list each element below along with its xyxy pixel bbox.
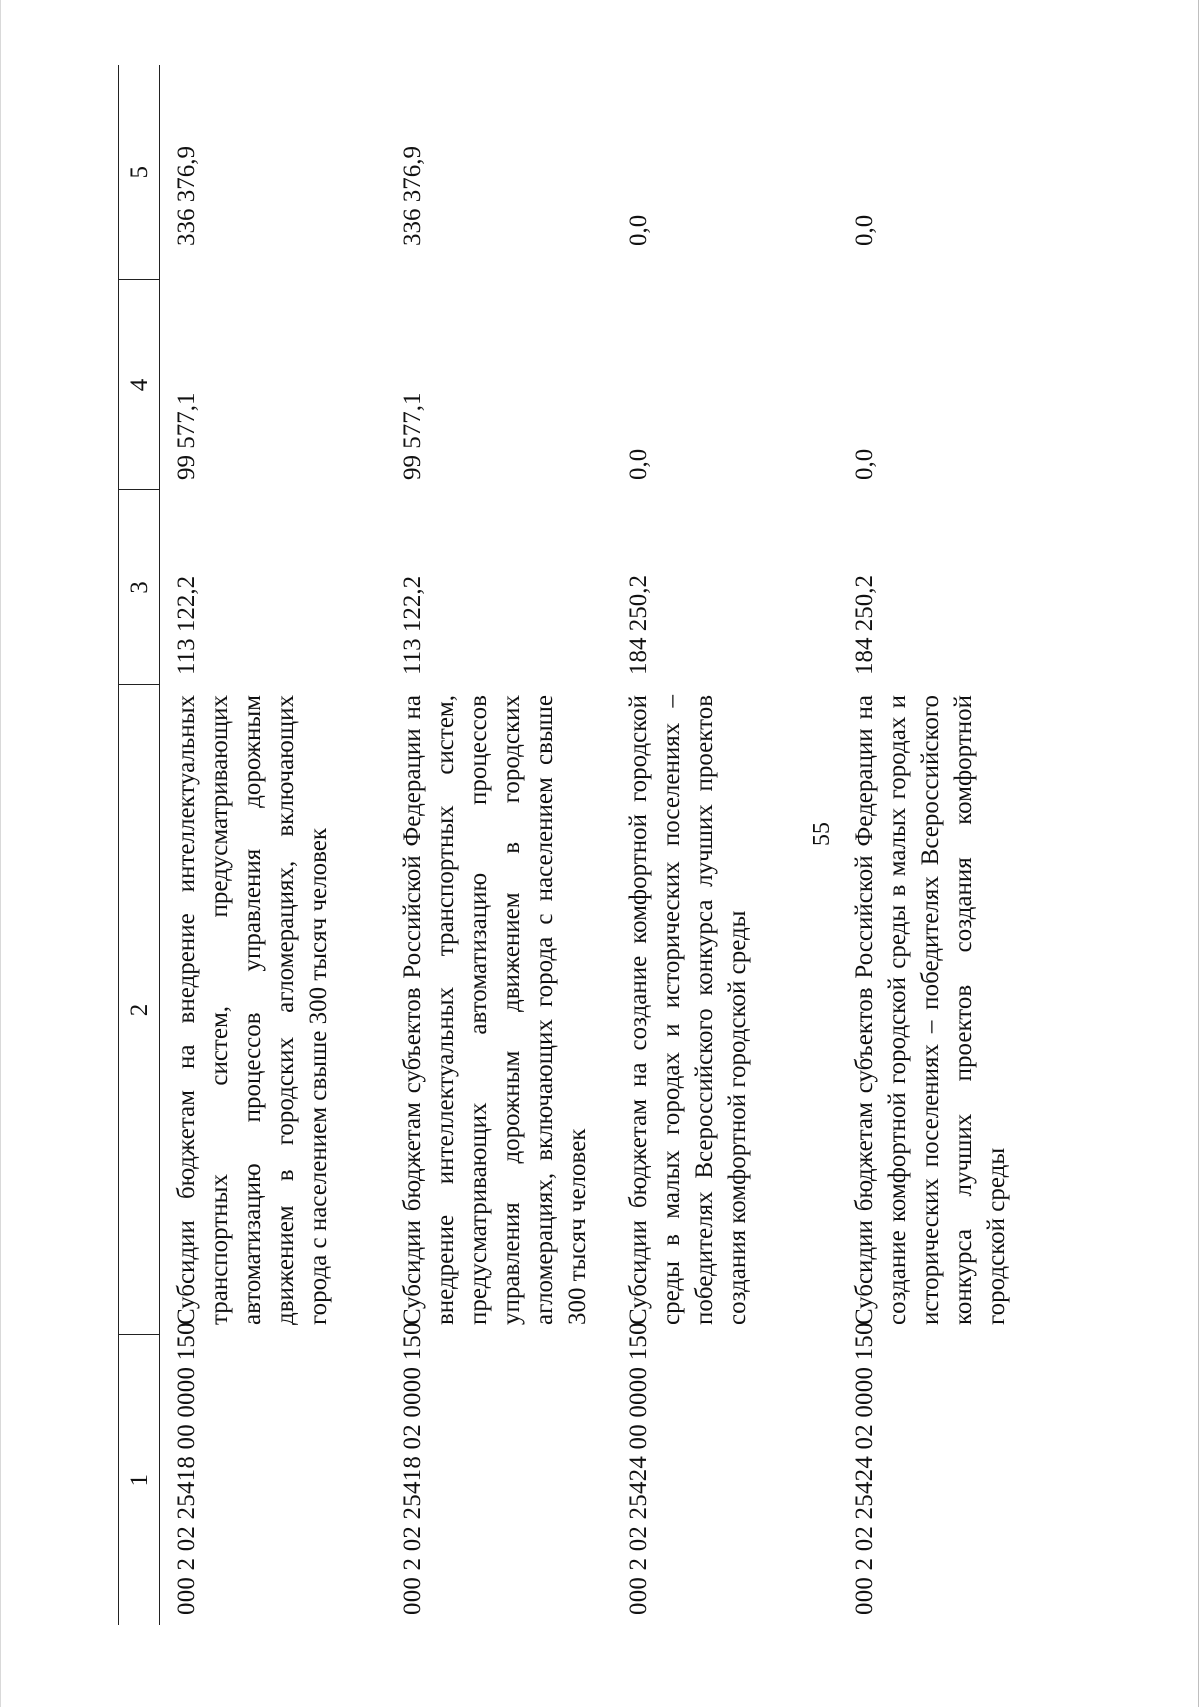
table-row [160, 65, 386, 1625]
row-value-col5: 336 376,9 [398, 146, 426, 246]
budget-table [118, 65, 1064, 1625]
row-value-col3: 184 250,2 [624, 575, 652, 675]
page-number: 55 [809, 822, 835, 846]
row-code: 000 2 02 25424 00 0000 150 [624, 1322, 652, 1615]
row-description: Субсидии бюджетам на внедрение интеллектуальных транспортных систем, предусматривающих автоматизацию процессов управления дорожным движением в городских агломерациях, включающих города с населением свыше 300 тысяч человек [173, 695, 332, 1325]
row-value-col4: 99 577,1 [398, 392, 426, 480]
row-value-col5: 336 376,9 [173, 146, 200, 246]
row-description: Субсидии бюджетам на создание комфортной городской среды в малых городах и исторических поселениях – победителях Всероссийского конкурса лучших проектов создания комфортной городской среды [624, 695, 751, 1325]
header-col-5: 5 [119, 65, 160, 280]
table-row [386, 65, 612, 1625]
row-value-col5: 0,0 [624, 214, 652, 246]
header-col-2: 2 [119, 685, 160, 1335]
row-code: 000 2 02 25424 02 0000 150 [850, 1322, 878, 1615]
row-value-col4: 0,0 [624, 448, 652, 480]
header-col-3: 3 [119, 490, 160, 685]
row-value-col4: 0,0 [850, 448, 878, 480]
table-row [612, 65, 838, 1625]
header-col-1: 1 [119, 1335, 160, 1625]
table-row [838, 65, 1064, 1625]
row-code: 000 2 02 25418 02 0000 150 [398, 1322, 426, 1615]
header-row [119, 65, 160, 1625]
row-value-col3: 184 250,2 [850, 575, 878, 675]
row-value-col5: 0,0 [850, 214, 878, 246]
row-value-col3: 113 122,2 [398, 575, 426, 675]
table-body [160, 65, 1064, 1625]
row-code: 000 2 02 25418 00 0000 150 [173, 1322, 200, 1615]
row-value-col4: 99 577,1 [173, 392, 200, 480]
row-description: Субсидии бюджетам субъектов Российской Федерации на создание комфортной городской среды в малых городах и исторических поселениях – победителях Всероссийского конкурса лучших проектов создания комфортной городской среды [850, 695, 1010, 1325]
rotated-table-container [118, 65, 1118, 1625]
row-description: Субсидии бюджетам субъектов Российской Федерации на внедрение интеллектуальных транспортных систем, предусматривающих автоматизацию процессов управления дорожным движением в городских агломерациях, включающих города с населением свыше 300 тысяч человек [398, 695, 591, 1325]
table-header [119, 65, 160, 1625]
row-value-col3: 113 122,2 [173, 575, 200, 675]
header-col-4: 4 [119, 280, 160, 490]
